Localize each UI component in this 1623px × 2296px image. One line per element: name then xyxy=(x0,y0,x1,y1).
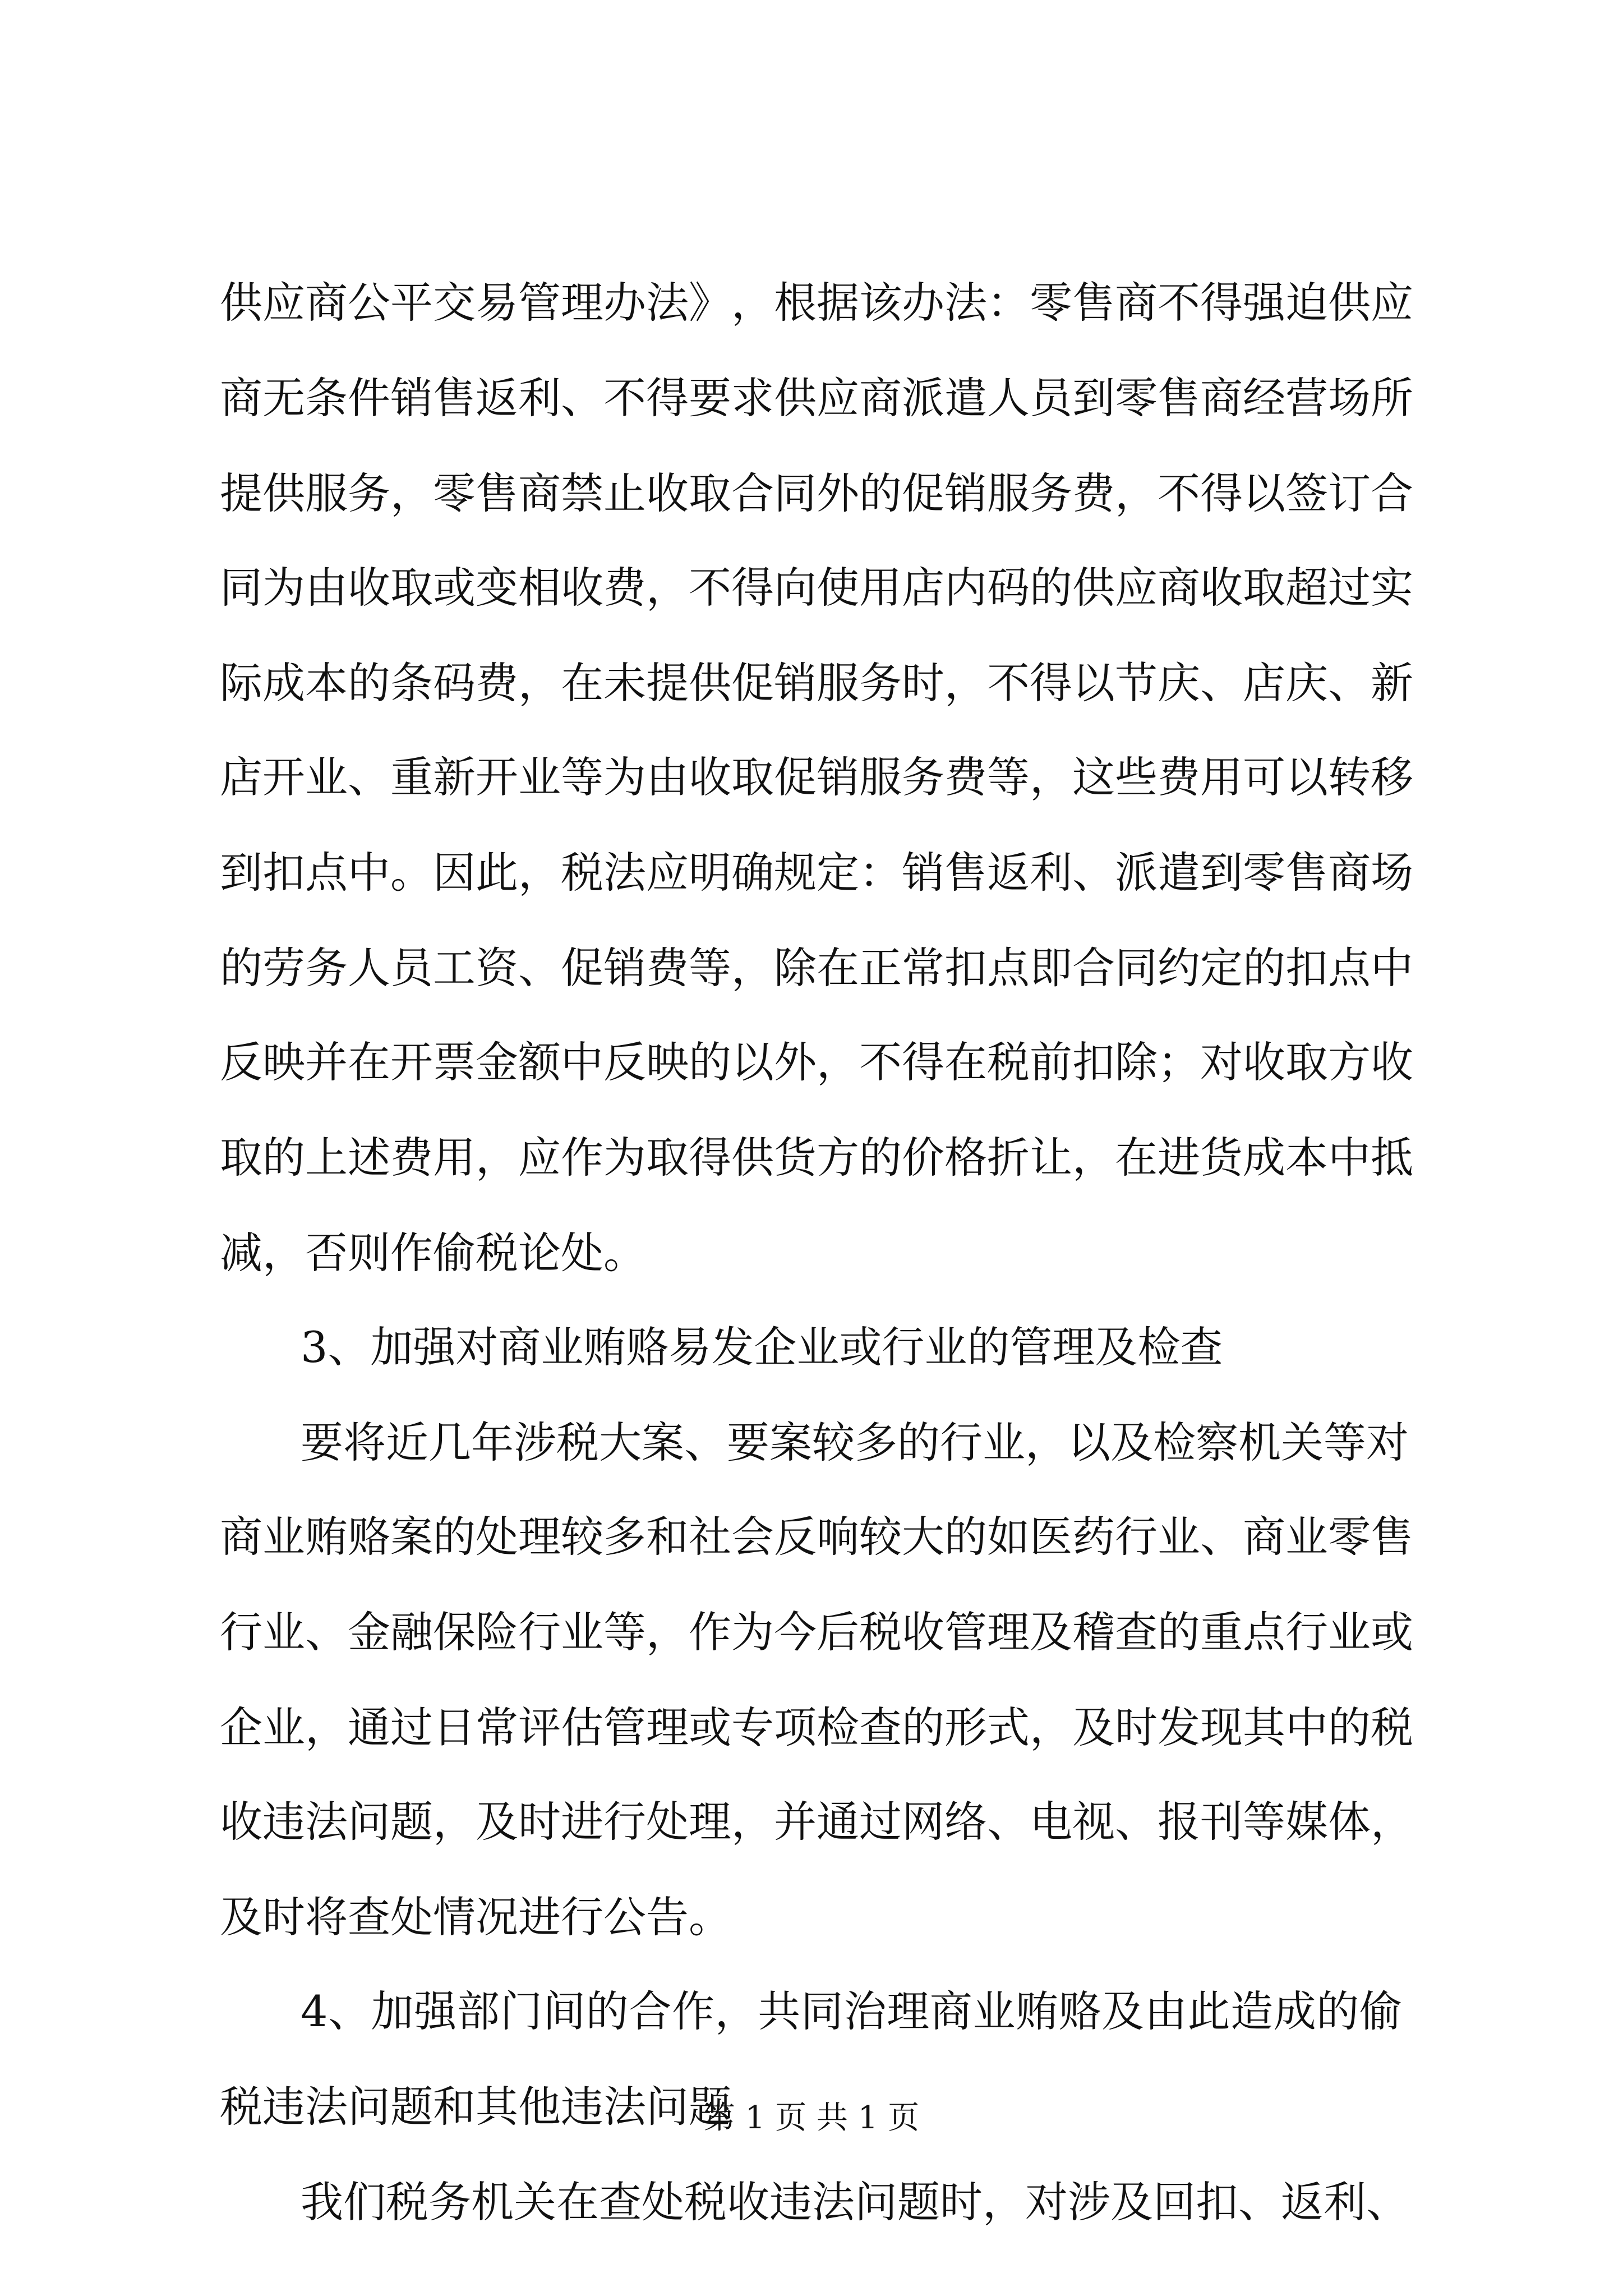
body-line-15: 行 业 、 金 融 保 险 行 业 等 ， 作 为 今 后 税 收 管 理 及 稽 查 的 重 点 行 业 或 xyxy=(220,1607,1413,1657)
section-heading-3: 3、加强对商业贿赂易发企业或行业的管理及检查 xyxy=(301,1322,1223,1372)
body-line-8: 的 劳 务 人 员 工 资 、 促 销 费 等 ， 除 在 正 常 扣 点 即 合 同 约 定 的 扣 点 中 xyxy=(220,943,1413,993)
body-line-13: 要 将 近 几 年 涉 税 大 案 、 要 案 较 多 的 行 业 ， 以 及 检 察 机 关 等 对 xyxy=(301,1418,1409,1467)
body-line-1: 供 应 商 公 平 交 易 管 理 办 法 》 ， 根 据 该 办 法 ： 零 售 商 不 得 强 迫 供 应 xyxy=(220,278,1413,328)
body-line-7: 到 扣 点 中 。 因 此 ， 税 法 应 明 确 规 定 ： 销 售 返 利 、 派 遣 到 零 售 商 场 xyxy=(220,848,1413,898)
body-line-6: 店 开 业 、 重 新 开 业 等 为 由 收 取 促 销 服 务 费 等 ， 这 些 费 用 可 以 转 移 xyxy=(220,752,1413,802)
body-line-10: 取 的 上 述 费 用 ， 应 作 为 取 得 供 货 方 的 价 格 折 让 ， 在 进 货 成 本 中 抵 xyxy=(220,1133,1413,1182)
body-line-18: 及时将查处情况进行公告。 xyxy=(220,1892,731,1942)
body-line-4: 同 为 由 收 取 或 变 相 收 费 ， 不 得 向 使 用 店 内 码 的 供 应 商 收 取 超 过 实 xyxy=(220,563,1413,613)
section-heading-4-cont: 税违法问题和其他违法问题 xyxy=(220,2082,731,2132)
section-heading-4: 4 、 加 强 部 门 间 的 合 作 ， 共 同 治 理 商 业 贿 赂 及 由 此 造 成 的 偷 xyxy=(301,1986,1402,2036)
body-line-9: 反 映 并 在 开 票 金 额 中 反 映 的 以 外 ， 不 得 在 税 前 扣 除 ； 对 收 取 方 收 xyxy=(220,1037,1413,1087)
body-line-16: 企 业 ， 通 过 日 常 评 估 管 理 或 专 项 检 查 的 形 式 ， 及 时 发 现 其 中 的 税 xyxy=(220,1703,1413,1752)
body-line-21: 我 们 税 务 机 关 在 查 处 税 收 违 法 问 题 时 ， 对 涉 及 回 扣 、 返 利 、 xyxy=(301,2177,1409,2227)
page-footer: 第 1 页 共 1 页 xyxy=(703,2100,920,2136)
body-line-5: 际 成 本 的 条 码 费 ， 在 未 提 供 促 销 服 务 时 ， 不 得 以 节 庆 、 店 庆 、 新 xyxy=(220,658,1413,708)
body-line-17: 收 违 法 问 题 ， 及 时 进 行 处 理 ， 并 通 过 网 络 、 电 视 、 报 刊 等 媒 体 ， xyxy=(220,1797,1413,1847)
body-line-3: 提 供 服 务 ， 零 售 商 禁 止 收 取 合 同 外 的 促 销 服 务 费 ， 不 得 以 签 订 合 xyxy=(220,468,1413,518)
body-line-11: 减，否则作偷税论处。 xyxy=(220,1228,646,1278)
body-line-2: 商 无 条 件 销 售 返 利 、 不 得 要 求 供 应 商 派 遣 人 员 到 零 售 商 经 营 场 所 xyxy=(220,373,1413,423)
body-line-14: 商 业 贿 赂 案 的 处 理 较 多 和 社 会 反 响 较 大 的 如 医 药 行 业 、 商 业 零 售 xyxy=(220,1512,1413,1562)
